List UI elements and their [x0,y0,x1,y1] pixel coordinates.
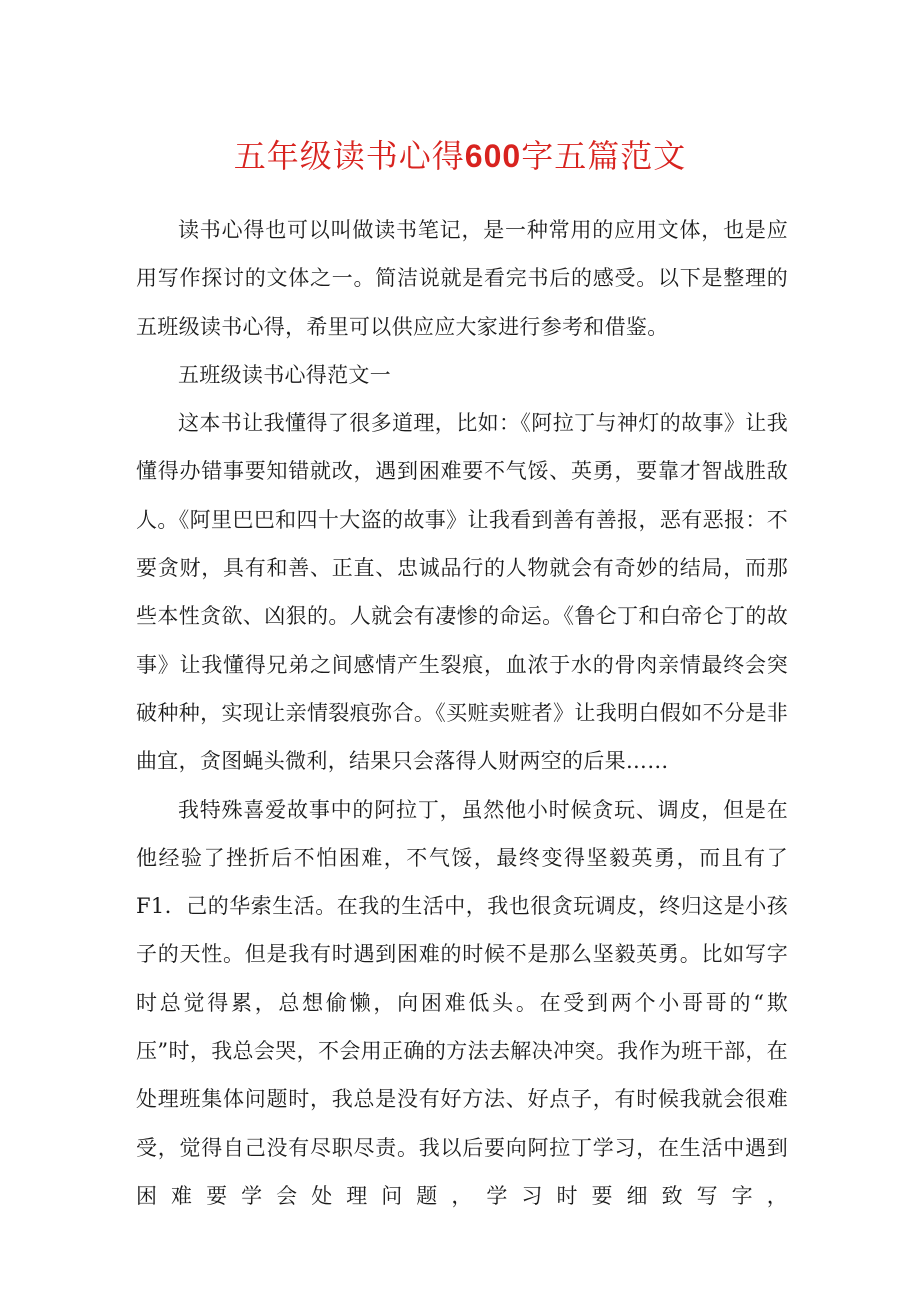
section-heading: 五班级读书心得范文一 [178,362,391,387]
intro-paragraph: 读书心得也可以叫做读书笔记，是一种常用的应用文体，也是应用写作探讨的文体之一。简洁说就是看完书后的感受。以下是整理的五班级读书心得，希里可以供应应大家进行参考和借鉴。 [136,218,788,339]
body-paragraph: 这本书让我懂得了很多道理，比如：《阿拉丁与神灯的故事》让我懂得办错事要知错就改，遇到困难要不气馁、英勇，要靠才智战胜敌人。《阿里巴巴和四十大盗的故事》让我看到善有善报，恶有恶报：不要贪财，具有和善、正直、忠诚品行的人物就会有奇妙的结局，而那些本性贪欲、凶狠的。人就会有凄惨的命运。《鲁仑丁和白帝仑丁的故事》让我懂得兄弟之间感情产生裂痕，血浓于水的骨肉亲情最终会突破种种，实现让亲情裂痕弥合。《买赃卖赃者》让我明白假如不分是非曲宜，贪图蝇头微利，结果只会落得人财两空的后果…… [136,411,788,774]
body-paragraph: 我特殊喜爱故事中的阿拉丁，虽然他小时候贪玩、调皮，但是在他经验了挫折后不怕困难，不气馁，最终变得坚毅英勇，而且有了F1．己的华索生活。在我的生活中，我也很贪玩调皮，终归这是小孩子的天性。但是我有时遇到困难的时候不是那么坚毅英勇。比如写字时总觉得累，总想偷懒，向困难低头。在受到两个小哥哥的“欺压”时，我总会哭，不会用正确的方法去解决冲突。我作为班干部，在处理班集体问题时，我总是没有好方法、好点子，有时候我就会很难受，觉得自己没有尽职尽责。我以后要向阿拉丁学习，在生活中遇到困难要学会处理问题，学习时要细致写字， [136,797,788,1208]
title-text-post: 字五篇范文 [521,137,687,175]
document-body [136,206,788,1220]
document-title [0,128,920,184]
title-text-pre: 五年级读书心得 [233,137,465,175]
title-number: 600 [464,138,522,174]
